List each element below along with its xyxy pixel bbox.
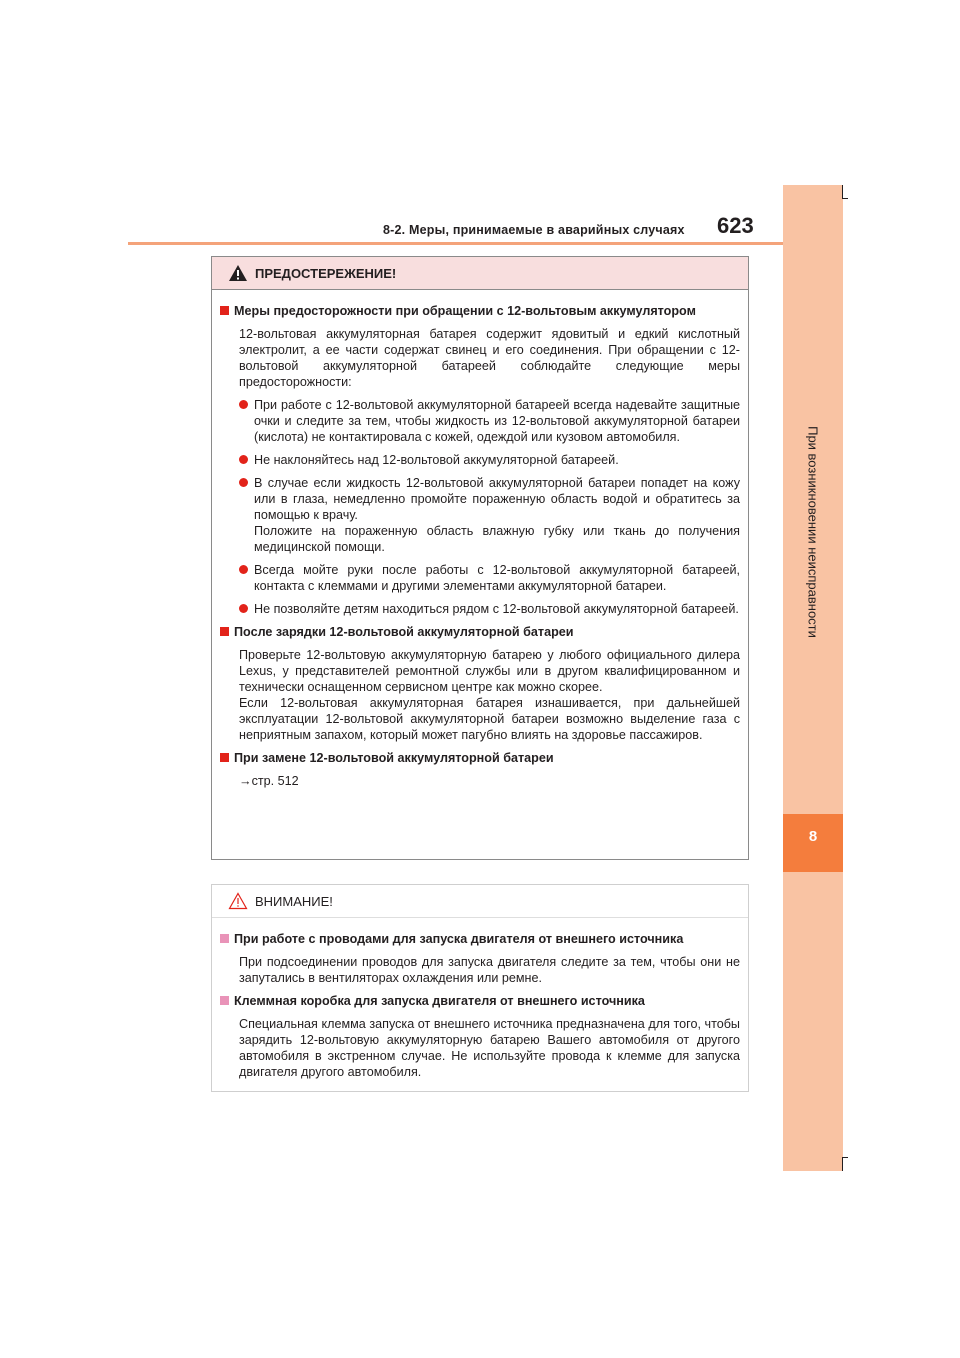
warning-box [211,256,749,860]
side-tab [783,185,843,1171]
crop-mark-top-tick [842,198,848,199]
caution-body [212,918,748,1080]
list-item: Всегда мойте руки после работы с 12-вольтовой аккумуляторной батареей, контакта с клеммами и другими элементами аккумуляторной батареи. [239,562,740,594]
dot-bullet-icon [239,455,248,464]
paragraph: Проверьте 12-вольтовую аккумуляторную батарею у любого официального дилера Lexus, у представителей ремонтной службы или в другом квалифицированном и технически оснащенном сервисном центре как можно скорее. Если 12-вольтовая аккумуляторная батарея изнашивается, при дальнейшей эксплуатации 12-вольтовой аккумуляторной батареи возможно выделение газа с неприятным запахом, который может пагубно влиять на здоровье пассажиров. [239,648,740,742]
dot-bullet-icon [239,604,248,613]
paragraph: При подсоединении проводов для запуска двигателя следите за тем, чтобы они не запутались в вентиляторах охлаждения или ремне. [239,955,740,985]
square-bullet-icon [220,996,229,1005]
page-number: 623 [717,213,754,238]
square-bullet-icon [220,627,229,636]
crop-mark-bottom [842,1157,843,1171]
page-reference-link[interactable]: →стр. 512 [239,774,299,788]
section-heading: При работе с проводами для запуска двигателя от внешнего источника [220,931,740,947]
caution-box [211,884,749,1092]
crop-mark-top [842,185,843,199]
warning-body [212,290,748,789]
section-heading: При замене 12-вольтовой аккумуляторной батареи [220,750,740,766]
crop-mark-bottom-tick [842,1157,848,1158]
paragraph: 12-вольтовая аккумуляторная батарея содержит ядовитый и едкий кислотный электролит, а ее части содержат свинец и его соединения. При обращении с 12-вольтовой аккумуляторной батареей соблюдайте следующие меры предосторожности: [239,327,740,389]
caution-triangle-icon [228,892,248,910]
list-item: Не наклоняйтесь над 12-вольтовой аккумуляторной батареей. [239,452,740,468]
warning-title: ПРЕДОСТЕРЕЖЕНИЕ! [255,265,397,281]
warning-triangle-icon [228,264,248,282]
section-heading: Меры предосторожности при обращении с 12-вольтовым аккумулятором [220,303,740,319]
caution-header [212,885,748,918]
section-heading: После зарядки 12-вольтовой аккумуляторной батареи [220,624,740,640]
header-rule [128,242,783,245]
chapter-number: 8 [808,828,818,845]
dot-bullet-icon [239,478,248,487]
dot-bullet-icon [239,565,248,574]
square-bullet-icon [220,934,229,943]
square-bullet-icon [220,753,229,762]
list-item: При работе с 12-вольтовой аккумуляторной батареей всегда надевайте защитные очки и следите за тем, чтобы жидкость из 12-вольтовой аккумуляторной батареи (кислота) не контактировала с кожей, одеждой или кузовом автомобиля. [239,397,740,445]
square-bullet-icon [220,306,229,315]
side-tab-label: При возникновении неисправности [805,426,821,638]
section-heading: Клеммная коробка для запуска двигателя от внешнего источника [220,993,740,1009]
caution-title: ВНИМАНИЕ! [255,893,333,909]
list-item: В случае если жидкость 12-вольтовой аккумуляторной батареи попадет на кожу или в глаза, немедленно промойте пораженную область водой и обратитесь за помощью к врачу. Положите на пораженную область влажную губку или ткань до получения медицинской помощи. [239,475,740,555]
dot-bullet-icon [239,400,248,409]
paragraph: Специальная клемма запуска от внешнего источника предназначена для того, чтобы зарядить 12-вольтовую аккумуляторную батарею Вашего автомобиля от другого автомобиля в экстренном случае. Не используйте провода к клемме для запуска двигателя другого автомобиля. [239,1017,740,1079]
list-item: Не позволяйте детям находиться рядом с 12-вольтовой аккумуляторной батареей. [239,601,740,617]
section-title: 8-2. Меры, принимаемые в аварийных случаях [383,223,685,237]
warning-header [212,257,748,290]
